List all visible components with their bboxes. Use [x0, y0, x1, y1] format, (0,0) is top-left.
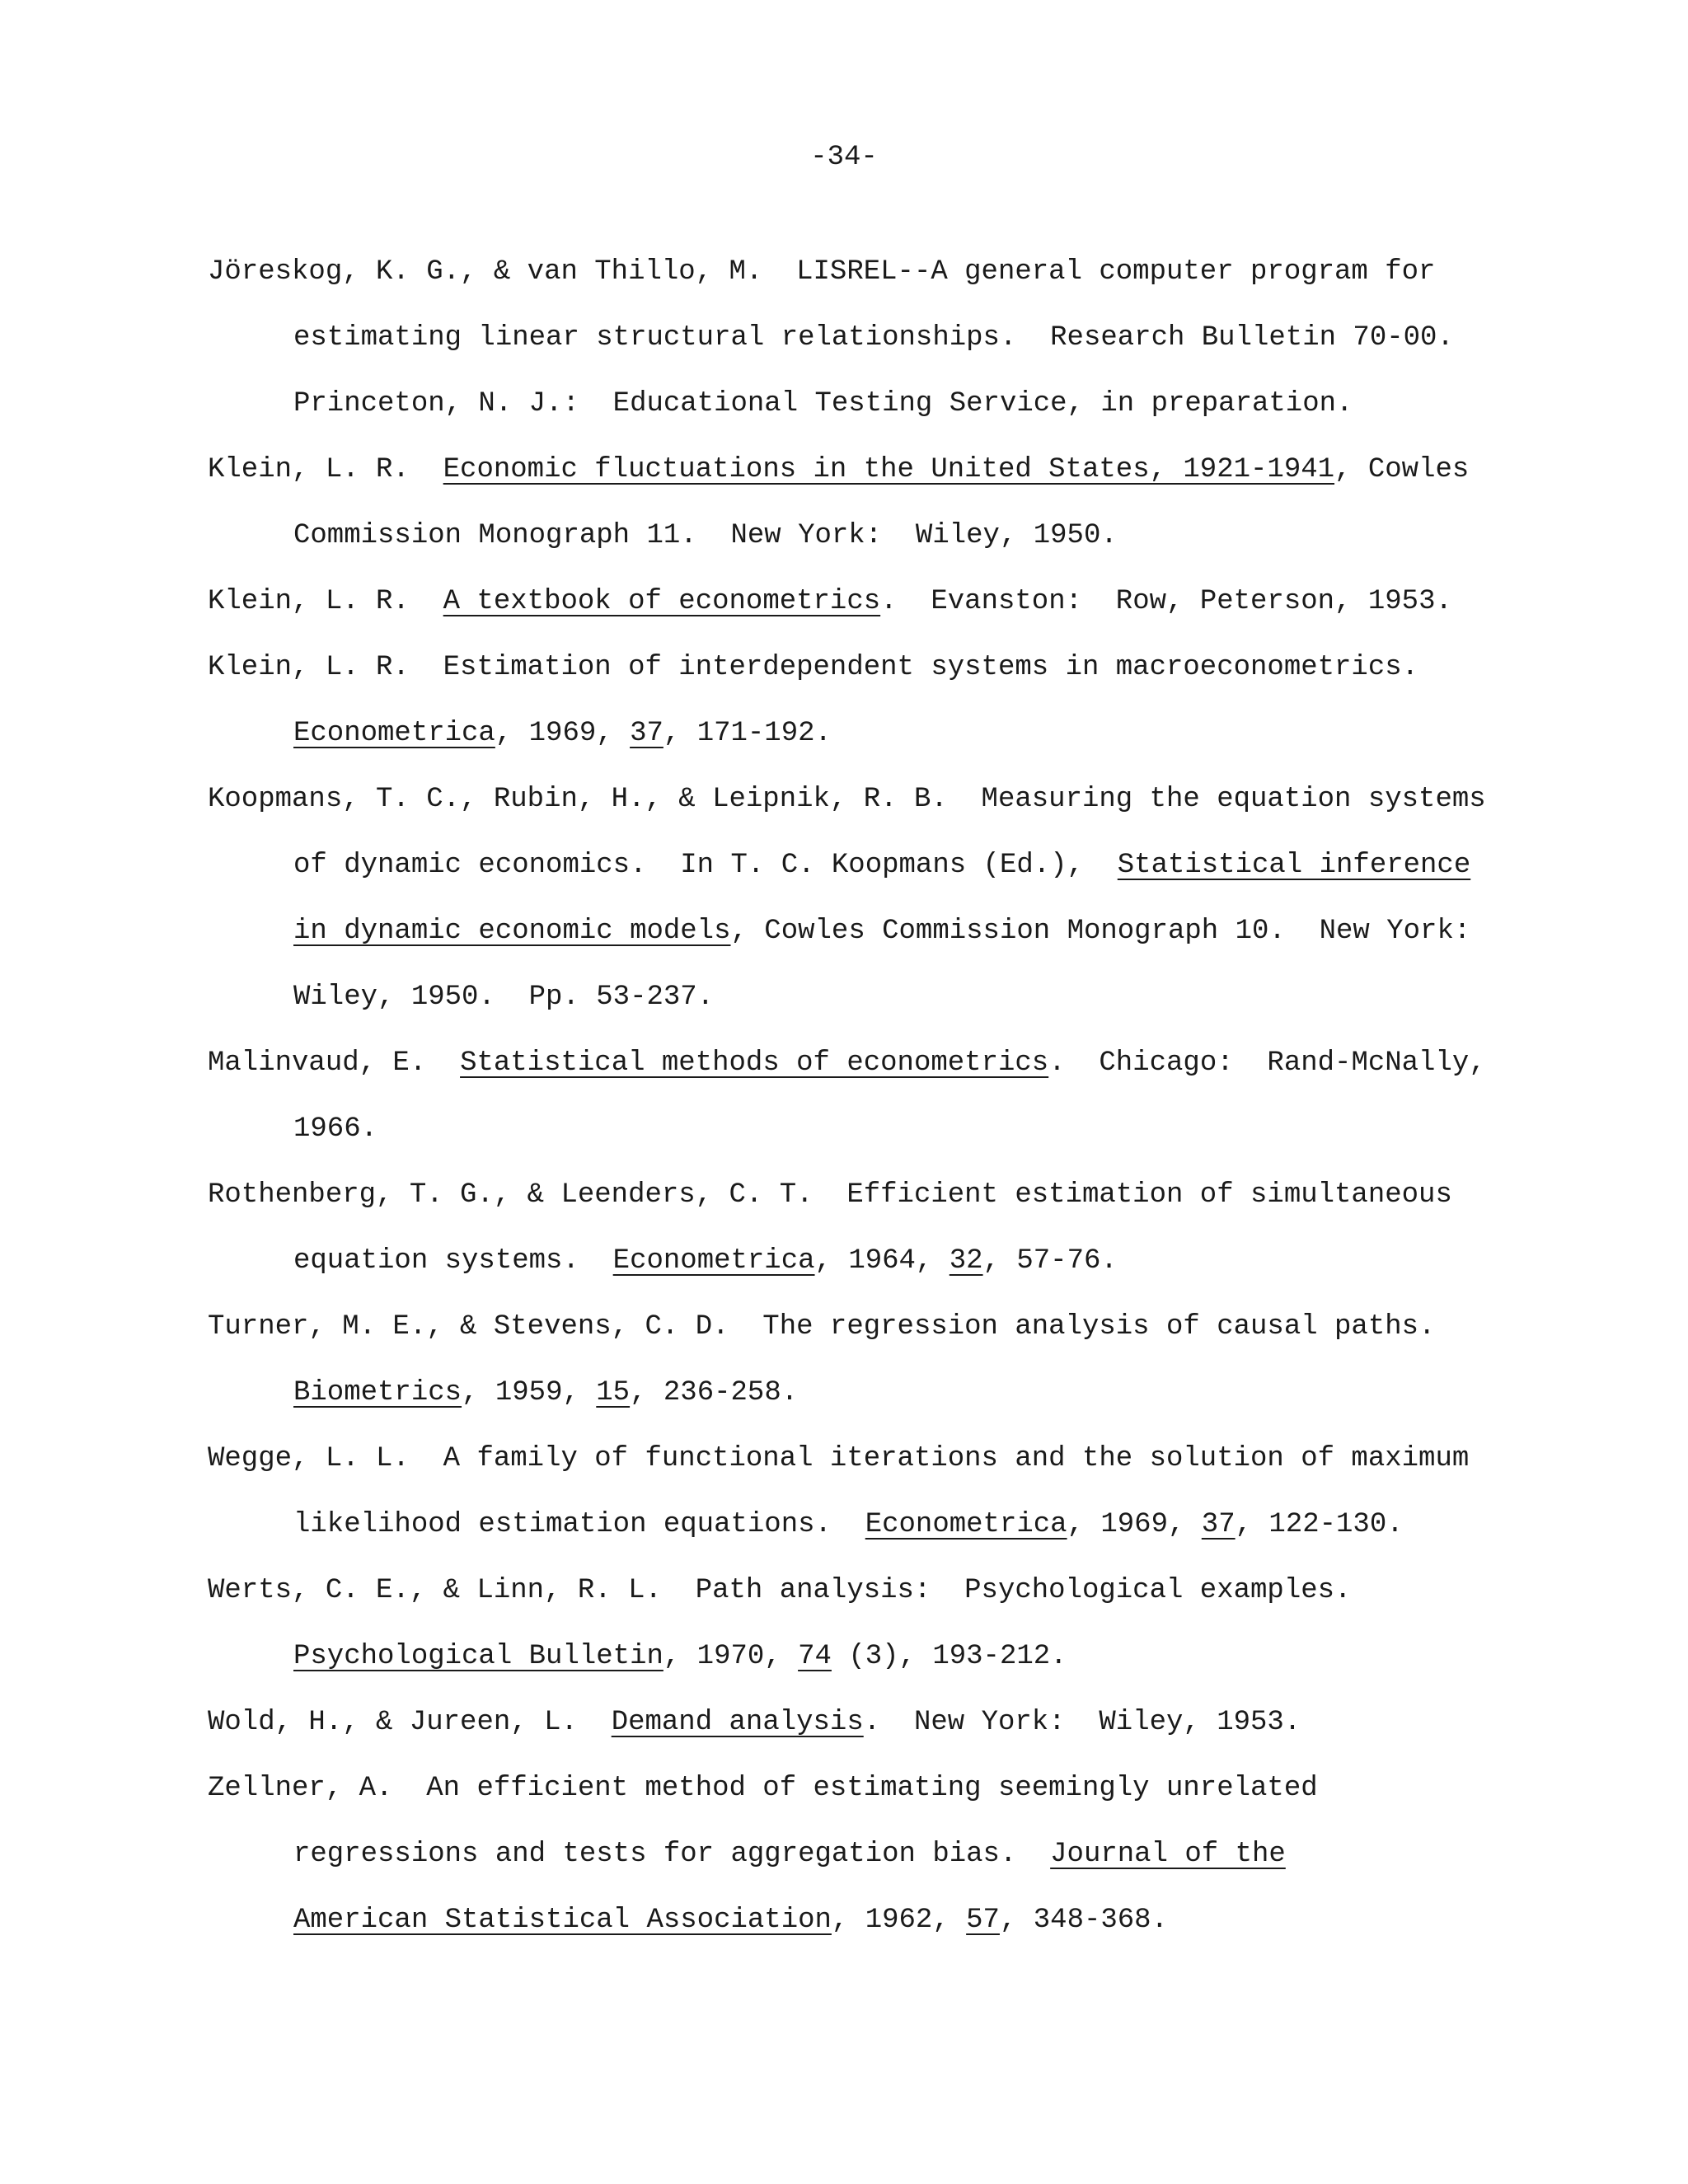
reference-line: [208, 239, 1493, 305]
reference-line: [208, 1492, 1493, 1558]
underlined-title: A textbook of econometrics: [443, 586, 881, 617]
reference-entry: [208, 1755, 1493, 1953]
underlined-title: 32: [949, 1245, 983, 1277]
reference-line: [208, 1030, 1493, 1096]
reference-text: , 1969,: [1067, 1509, 1202, 1540]
underlined-title: Statistical inference: [1117, 850, 1471, 881]
reference-text: Zellner, A. An efficient method of estimating seemingly unrelated: [208, 1773, 1318, 1804]
reference-line: [208, 1624, 1493, 1690]
reference-entry: [208, 1294, 1493, 1426]
underlined-title: Demand analysis: [611, 1707, 864, 1738]
reference-text: , Cowles: [1334, 454, 1470, 485]
underlined-title: Psychological Bulletin: [293, 1641, 663, 1672]
reference-entry: [208, 1558, 1493, 1690]
reference-text: Commission Monograph 11. New York: Wiley, 1950.: [293, 520, 1118, 551]
reference-text: of dynamic economics. In T. C. Koopmans (Ed.),: [293, 850, 1118, 881]
reference-text: , 1964,: [814, 1245, 950, 1277]
reference-text: , 1970,: [663, 1641, 799, 1672]
reference-line: [208, 1426, 1493, 1492]
reference-text: , 122-130.: [1235, 1509, 1404, 1540]
reference-text: , 1962,: [831, 1905, 967, 1936]
underlined-title: Econometrica: [865, 1509, 1067, 1540]
reference-text: Princeton, N. J.: Educational Testing Service, in preparation.: [293, 388, 1353, 419]
reference-line: [208, 1690, 1493, 1755]
reference-text: , 236-258.: [630, 1377, 799, 1408]
reference-text: Rothenberg, T. G., & Leenders, C. T. Efficient estimation of simultaneous: [208, 1179, 1452, 1211]
reference-list: [208, 239, 1493, 1953]
reference-text: . New York: Wiley, 1953.: [863, 1707, 1301, 1738]
reference-line: [208, 371, 1493, 437]
reference-text: Klein, L. R.: [208, 586, 443, 617]
reference-entry: [208, 1030, 1493, 1162]
reference-text: equation systems.: [293, 1245, 613, 1277]
reference-text: Wold, H., & Jureen, L.: [208, 1707, 612, 1738]
reference-text: likelihood estimation equations.: [293, 1509, 865, 1540]
underlined-title: 15: [596, 1377, 631, 1408]
underlined-title: American Statistical Association: [293, 1905, 832, 1936]
underlined-title: Econometrica: [293, 718, 495, 749]
reference-line: [208, 1755, 1493, 1821]
underlined-title: Statistical methods of econometrics: [460, 1047, 1049, 1079]
reference-text: . Chicago: Rand-McNally,: [1048, 1047, 1486, 1079]
reference-line: [208, 964, 1493, 1030]
reference-entry: [208, 569, 1493, 635]
reference-entry: [208, 1162, 1493, 1294]
reference-line: [208, 1360, 1493, 1426]
reference-text: Jöreskog, K. G., & van Thillo, M. LISREL--A general computer program for: [208, 256, 1436, 288]
reference-line: [208, 1887, 1493, 1953]
reference-line: [208, 569, 1493, 635]
reference-text: (3), 193-212.: [831, 1641, 1067, 1672]
reference-line: [208, 635, 1493, 701]
reference-entry: [208, 1690, 1493, 1755]
underlined-title: 74: [798, 1641, 832, 1672]
reference-text: Koopmans, T. C., Rubin, H., & Leipnik, R. B. Measuring the equation systems: [208, 784, 1486, 815]
reference-entry: [208, 766, 1493, 1030]
reference-text: Klein, L. R.: [208, 454, 443, 485]
reference-text: , 1959,: [462, 1377, 597, 1408]
reference-text: , 348-368.: [999, 1905, 1168, 1936]
reference-text: , 57-76.: [982, 1245, 1118, 1277]
reference-text: Wegge, L. L. A family of functional iterations and the solution of maximum: [208, 1443, 1470, 1474]
reference-line: [208, 1162, 1493, 1228]
reference-text: , Cowles Commission Monograph 10. New York:: [730, 916, 1471, 947]
reference-text: Werts, C. E., & Linn, R. L. Path analysis: Psychological examples.: [208, 1575, 1352, 1606]
reference-line: [208, 1294, 1493, 1360]
reference-line: [208, 766, 1493, 832]
reference-text: , 1969,: [495, 718, 631, 749]
reference-text: estimating linear structural relationships. Research Bulletin 70-00.: [293, 322, 1454, 354]
reference-text: 1966.: [293, 1113, 378, 1145]
reference-line: [208, 437, 1493, 503]
underlined-title: 57: [966, 1905, 1000, 1936]
reference-text: Wiley, 1950. Pp. 53-237.: [293, 982, 715, 1013]
reference-text: regressions and tests for aggregation bias.: [293, 1839, 1051, 1870]
page-number: -34-: [810, 142, 878, 173]
reference-line: [208, 503, 1493, 569]
reference-line: [208, 1558, 1493, 1624]
reference-line: [208, 1821, 1493, 1887]
underlined-title: 37: [630, 718, 663, 749]
reference-text: Turner, M. E., & Stevens, C. D. The regression analysis of causal paths.: [208, 1311, 1436, 1343]
reference-line: [208, 1096, 1493, 1162]
reference-entry: [208, 1426, 1493, 1558]
underlined-title: 37: [1201, 1509, 1236, 1540]
reference-entry: [208, 239, 1493, 437]
reference-line: [208, 701, 1493, 766]
underlined-title: Econometrica: [612, 1245, 815, 1277]
reference-text: Malinvaud, E.: [208, 1047, 461, 1079]
reference-line: [208, 898, 1493, 964]
reference-entry: [208, 437, 1493, 569]
underlined-title: Economic fluctuations in the United States, 1921-1941: [443, 454, 1335, 485]
underlined-title: Biometrics: [293, 1377, 462, 1408]
reference-entry: [208, 635, 1493, 766]
reference-text: , 171-192.: [663, 718, 832, 749]
reference-line: [208, 1228, 1493, 1294]
underlined-title: Journal of the: [1050, 1839, 1286, 1870]
reference-line: [208, 305, 1493, 371]
underlined-title: in dynamic economic models: [293, 916, 731, 947]
reference-text: . Evanston: Row, Peterson, 1953.: [880, 586, 1452, 617]
reference-line: [208, 832, 1493, 898]
reference-text: Klein, L. R. Estimation of interdependent systems in macroeconometrics.: [208, 652, 1419, 683]
